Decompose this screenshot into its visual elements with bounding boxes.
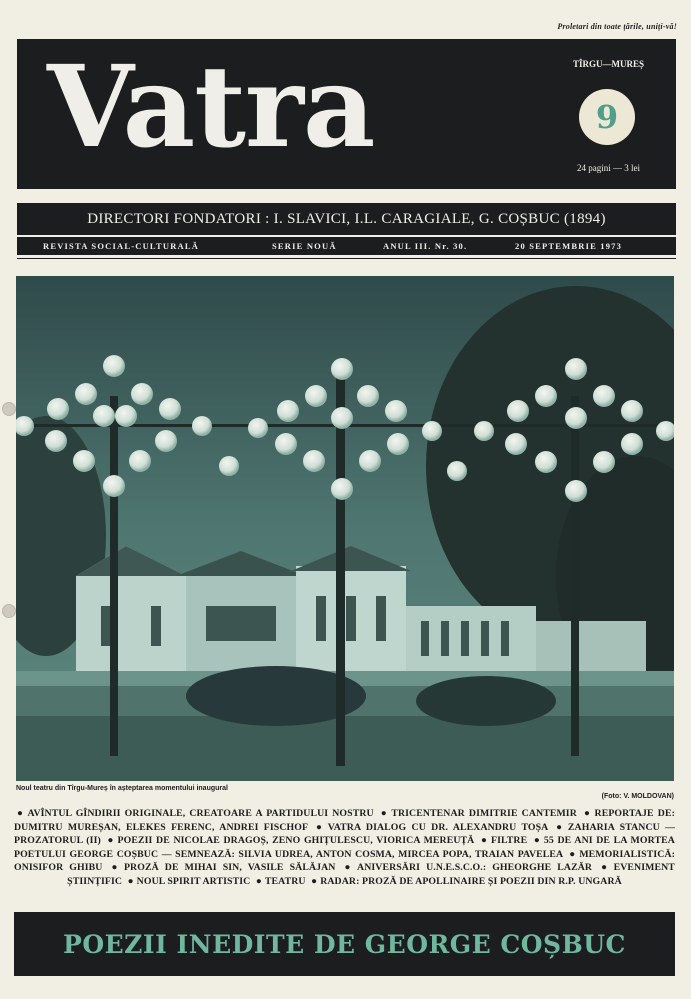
contents-item: AVÎNTUL GÎNDIRII ORIGINALE, CREATOARE A PARTIDULUI NOSTRU: [27, 808, 374, 819]
headline-banner: POEZII INEDITE DE GEORGE COȘBUC: [14, 912, 675, 976]
contents-item: NOUL SPIRIT ARTISTIC: [136, 875, 251, 887]
masthead: [17, 39, 676, 189]
contents-item: TRICENTENAR DIMITRIE CANTEMIR: [391, 808, 577, 819]
volume-label: ANUL III. Nr. 30.: [383, 241, 468, 251]
table-of-contents: ● AVÎNTUL GÎNDIRII ORIGINALE, CREATOARE A PARTIDULUI NOSTRU ● TRICENTENAR DIMITRIE CANTEMIR ● REPORTAJE DE: DUMITRU MUREȘAN, ELEKES FERENC, ANDREI FISCHOF ● VATRA DIALOG CU DR. ALEXANDRU TOȘA ● ZAHARIA STANCU — PROZATORUL (II) ● POEZII DE NICOLAE DRAGOȘ, ZENO GHIȚULESCU, VIORICA MEREUȚĂ ● FILTRE ● 55 DE ANI DE LA MORTEA POETULUI GEORGE COȘBUC — SEMNEAZĂ: SILVIA UDREA, ANTON COSMA, MIRCEA POPA, TRAIAN PAVELEA ● MEMORIALISTICĂ: ONISIFOR GHIBU ● PROZĂ DE MIHAI SIN, VASILE SĂLĂJAN ● ANIVERSĂRI U.N.E.S.C.O.: GHEORGHE LAZĂR ● EVENIMENT ȘTIINȚIFIC ● NOUL SPIRIT ARTISTIC ● TEATRU ● RADAR: PROZĂ DE APOLLINAIRE ȘI POEZII DIN R.P. UNGARĂ: [14, 808, 675, 887]
contents-item: POEZII DE NICOLAE DRAGOȘ, ZENO GHIȚULESCU, VIORICA MEREUȚĂ: [117, 835, 475, 847]
divider-rule: [17, 258, 676, 259]
city-label: TÎRGU—MUREȘ: [572, 59, 644, 69]
contents-item: TEATRU: [264, 875, 306, 887]
series-label: SERIE NOUĂ: [272, 241, 337, 251]
issue-number: 9: [595, 98, 619, 136]
contents-item: EVENIMENT ȘTIINȚIFIC: [67, 862, 675, 887]
contents-item: ZAHARIA STANCU — PROZATORUL (II): [14, 821, 675, 847]
contents-item: VATRA DIALOG CU DR. ALEXANDRU TOȘA: [327, 821, 548, 833]
contents-item: RADAR: PROZĂ DE APOLLINAIRE ȘI POEZII DIN R.P. UNGARĂ: [320, 875, 622, 887]
magazine-subtitle: REVISTA SOCIAL-CULTURALĂ: [43, 241, 200, 251]
punch-hole-bottom: [2, 604, 16, 618]
issue-number-badge: [579, 89, 635, 145]
contents-item: MEMORIALISTICĂ: ONISIFOR GHIBU: [14, 848, 675, 874]
photo-credit: (Foto: V. MOLDOVAN): [601, 793, 674, 800]
contents-item: 55 DE ANI DE LA MORTEA POETULUI GEORGE COȘBUC — SEMNEAZĂ: SILVIA UDREA, ANTON COSMA, MIRCEA POPA, TRAIAN PAVELEA: [14, 835, 675, 860]
contents-item: ANIVERSĂRI U.N.E.S.C.O.: GHEORGHE LAZĂR: [357, 862, 593, 874]
contents-item: REPORTAJE DE: DUMITRU MUREȘAN, ELEKES FERENC, ANDREI FISCHOF: [14, 808, 675, 833]
punch-hole-top: [2, 402, 16, 416]
theatre-photo-illustration: [16, 276, 674, 781]
contents-item: FILTRE: [491, 835, 528, 847]
cover-photo: [16, 276, 674, 781]
info-bar: [17, 237, 676, 255]
motto: Proletari din toate țările, uniți-vă!: [557, 22, 677, 31]
founders-line: DIRECTORI FONDATORI : I. SLAVICI, I.L. CARAGIALE, G. COȘBUC (1894): [17, 203, 676, 235]
price-label: 24 pagini — 3 lei: [577, 163, 640, 173]
photo-caption: Noul teatru din Tîrgu-Mureș în așteptarea momentului inaugural: [16, 785, 228, 792]
date-label: 20 SEPTEMBRIE 1973: [515, 241, 623, 251]
contents-item: PROZĂ DE MIHAI SIN, VASILE SĂLĂJAN: [123, 862, 336, 874]
logo-title: Vatra: [47, 42, 375, 173]
